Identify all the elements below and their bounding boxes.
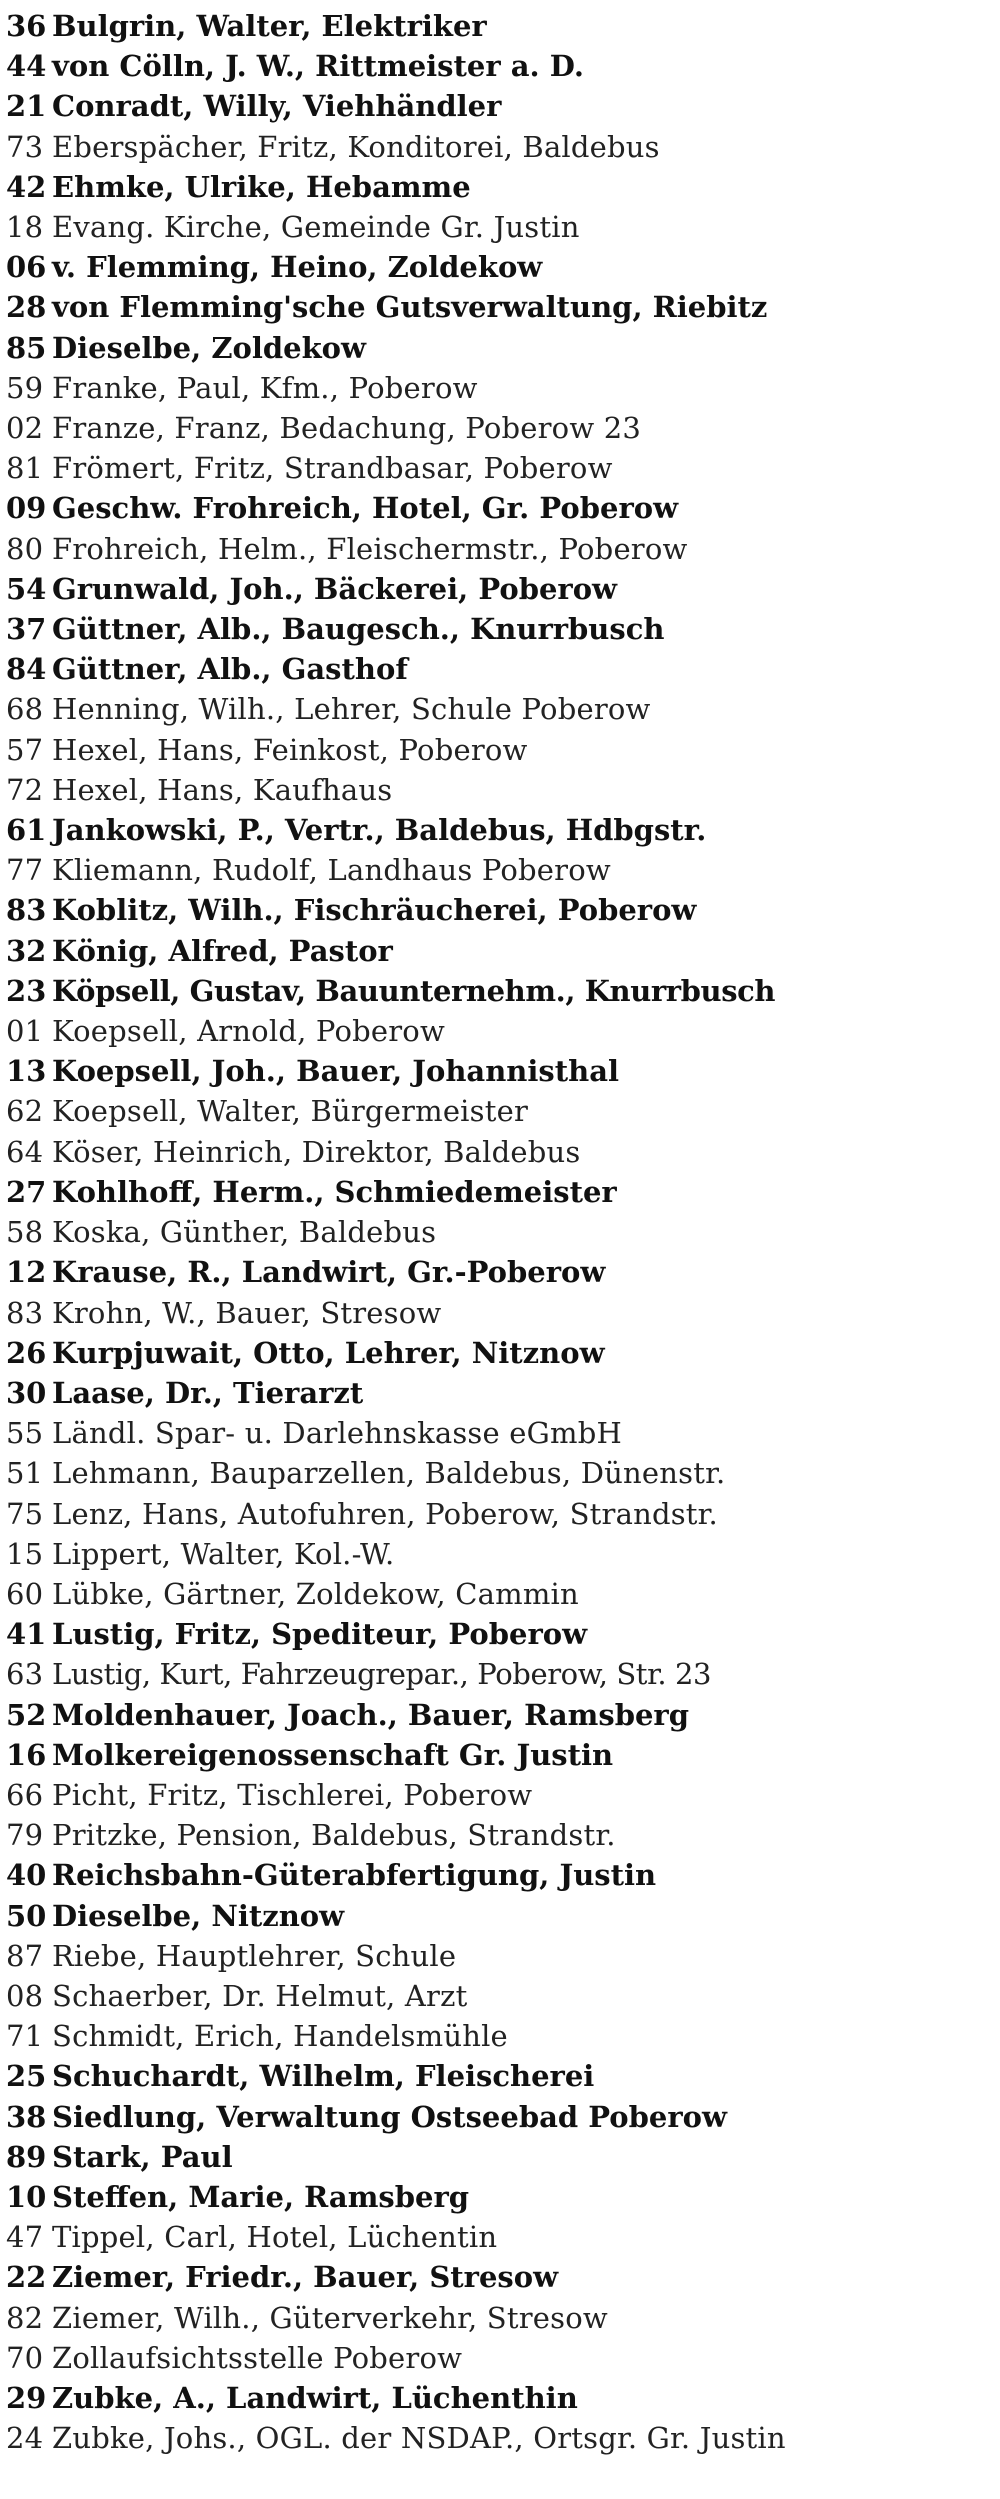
entry-text: Dieselbe, Nitznow — [52, 1898, 345, 1933]
entry-text: Lustig, Kurt, Fahrzeugrepar., Poberow, Str. 23 — [52, 1657, 712, 1692]
entry-number: 66 — [6, 1777, 44, 1812]
entry-number: 84 — [6, 652, 47, 687]
entry-number: 32 — [6, 933, 47, 968]
entry-number: 10 — [6, 2179, 47, 2214]
directory-entry — [6, 931, 996, 971]
entry-number: 30 — [6, 1375, 47, 1410]
entry-text: Laase, Dr., Tierarzt — [52, 1375, 364, 1410]
directory-entry — [6, 2378, 996, 2418]
entry-number: 41 — [6, 1617, 47, 1652]
entry-text: Jankowski, P., Vertr., Baldebus, Hdbgstr. — [52, 813, 707, 848]
entry-number: 55 — [6, 1416, 44, 1451]
directory-entry — [6, 1695, 996, 1735]
telephone-directory-list — [6, 6, 996, 2499]
directory-entry — [6, 810, 996, 850]
entry-text: Evang. Kirche, Gemeinde Gr. Justin — [52, 210, 580, 245]
entry-text: v. Flemming, Heino, Zoldekow — [52, 250, 543, 285]
directory-entry — [6, 488, 996, 528]
entry-text: Stark, Paul — [52, 2139, 233, 2174]
entry-number: 83 — [6, 1295, 44, 1330]
entry-number: 02 — [6, 411, 44, 446]
entry-text: Henning, Wilh., Lehrer, Schule Poberow — [52, 692, 651, 727]
directory-entry — [6, 649, 996, 689]
entry-number: 27 — [6, 1174, 47, 1209]
entry-text: Ehmke, Ulrike, Hebamme — [52, 169, 471, 204]
entry-number: 44 — [6, 49, 47, 84]
entry-text: Koepsell, Walter, Bürgermeister — [52, 1094, 529, 1129]
entry-number: 37 — [6, 612, 47, 647]
entry-number: 81 — [6, 451, 44, 486]
directory-entry — [6, 207, 996, 247]
directory-entry — [6, 1614, 996, 1654]
entry-text: Franze, Franz, Bedachung, Poberow 23 — [52, 411, 642, 446]
entry-number: 83 — [6, 893, 47, 928]
directory-entry — [6, 1976, 996, 2016]
entry-number: 38 — [6, 2099, 47, 2134]
entry-number: 26 — [6, 1335, 47, 1370]
directory-entry — [6, 1132, 996, 1172]
entry-text: Güttner, Alb., Baugesch., Knurrbusch — [52, 612, 665, 647]
entry-number: 06 — [6, 250, 47, 285]
entry-number: 64 — [6, 1134, 44, 1169]
entry-text: Dieselbe, Zoldekow — [52, 330, 366, 365]
entry-text: Lenz, Hans, Autofuhren, Poberow, Strandstr. — [52, 1496, 718, 1531]
entry-text: Schmidt, Erich, Handelsmühle — [52, 2019, 508, 2054]
entry-number: 40 — [6, 1858, 47, 1893]
entry-number: 08 — [6, 1978, 44, 2013]
entry-text: Ziemer, Friedr., Bauer, Stresow — [52, 2260, 559, 2295]
directory-entry — [6, 2097, 996, 2137]
entry-text: Koblitz, Wilh., Fischräucherei, Poberow — [52, 893, 697, 928]
entry-number: 72 — [6, 772, 44, 807]
directory-entry — [6, 1775, 996, 1815]
entry-number: 12 — [6, 1255, 47, 1290]
entry-text: Grunwald, Joh., Bäckerei, Poberow — [52, 571, 618, 606]
directory-entry — [6, 2137, 996, 2177]
entry-number: 15 — [6, 1536, 44, 1571]
entry-number: 63 — [6, 1657, 44, 1692]
entry-text: von Flemming'sche Gutsverwaltung, Riebitz — [52, 290, 768, 325]
entry-text: von Cölln, J. W., Rittmeister a. D. — [52, 49, 584, 84]
entry-number: 21 — [6, 89, 47, 124]
entry-number: 60 — [6, 1576, 44, 1611]
entry-text: Kohlhoff, Herm., Schmiedemeister — [52, 1174, 617, 1209]
directory-entry — [6, 1855, 996, 1895]
entry-text: Moldenhauer, Joach., Bauer, Ramsberg — [52, 1697, 689, 1732]
directory-entry — [6, 730, 996, 770]
entry-text: Kliemann, Rudolf, Landhaus Poberow — [52, 853, 611, 888]
directory-entry — [6, 368, 996, 408]
entry-number: 71 — [6, 2019, 44, 2054]
directory-entry — [6, 6, 996, 46]
entry-number: 16 — [6, 1737, 47, 1772]
directory-entry — [6, 2257, 996, 2297]
entry-number: 70 — [6, 2340, 44, 2375]
entry-number: 54 — [6, 571, 47, 606]
entry-number: 42 — [6, 169, 47, 204]
entry-number: 36 — [6, 9, 47, 43]
directory-entry — [6, 1413, 996, 1453]
entry-number: 47 — [6, 2220, 44, 2255]
directory-entry — [6, 1534, 996, 1574]
entry-text: Eberspächer, Fritz, Konditorei, Baldebus — [52, 129, 660, 164]
entry-number: 29 — [6, 2380, 47, 2415]
entry-text: Molkereigenossenschaft Gr. Justin — [52, 1737, 614, 1772]
directory-entry — [6, 1011, 996, 1051]
entry-text: Ländl. Spar- u. Darlehnskasse eGmbH — [52, 1416, 622, 1451]
entry-text: Bulgrin, Walter, Elektriker — [52, 9, 487, 43]
entry-text: Riebe, Hauptlehrer, Schule — [52, 1938, 457, 1973]
entry-text: Hexel, Hans, Feinkost, Poberow — [52, 732, 528, 767]
entry-number: 89 — [6, 2139, 47, 2174]
directory-entry — [6, 1815, 996, 1855]
directory-entry — [6, 850, 996, 890]
directory-entry — [6, 1936, 996, 1976]
entry-number: 51 — [6, 1456, 44, 1491]
directory-entry — [6, 609, 996, 649]
entry-number: 23 — [6, 973, 47, 1008]
entry-text: Frömert, Fritz, Strandbasar, Poberow — [52, 451, 613, 486]
directory-entry — [6, 287, 996, 327]
entry-number: 01 — [6, 1014, 44, 1049]
entry-number: 75 — [6, 1496, 44, 1531]
directory-entry — [6, 1373, 996, 1413]
entry-number: 57 — [6, 732, 44, 767]
entry-number: 18 — [6, 210, 44, 245]
entry-text: Siedlung, Verwaltung Ostseebad Poberow — [52, 2099, 727, 2134]
entry-number: 73 — [6, 129, 44, 164]
directory-entry — [6, 2298, 996, 2338]
directory-entry — [6, 2217, 996, 2257]
entry-number: 61 — [6, 813, 47, 848]
directory-entry — [6, 2418, 996, 2498]
directory-entry — [6, 1333, 996, 1373]
entry-text: Koska, Günther, Baldebus — [52, 1215, 437, 1250]
entry-text: Picht, Fritz, Tischlerei, Poberow — [52, 1777, 533, 1812]
entry-text: Zubke, A., Landwirt, Lüchenthin — [52, 2380, 578, 2415]
entry-number: 28 — [6, 290, 47, 325]
entry-text: Ziemer, Wilh., Güterverkehr, Stresow — [52, 2300, 608, 2335]
directory-entry — [6, 1494, 996, 1534]
entry-number: 52 — [6, 1697, 47, 1732]
entry-text: Pritzke, Pension, Baldebus, Strandstr. — [52, 1818, 616, 1853]
entry-text: Köser, Heinrich, Direktor, Baldebus — [52, 1134, 581, 1169]
entry-text: Lehmann, Bauparzellen, Baldebus, Dünenstr. — [52, 1456, 726, 1491]
entry-number: 25 — [6, 2059, 47, 2094]
directory-entry — [6, 46, 996, 86]
entry-number: 82 — [6, 2300, 44, 2335]
entry-number: 68 — [6, 692, 44, 727]
entry-text: Schuchardt, Wilhelm, Fleischerei — [52, 2059, 595, 2094]
entry-text: Lübke, Gärtner, Zoldekow, Cammin — [52, 1576, 579, 1611]
directory-entry — [6, 86, 996, 126]
directory-entry — [6, 127, 996, 167]
directory-entry — [6, 328, 996, 368]
entry-number: 24 — [6, 2421, 44, 2456]
directory-entry — [6, 448, 996, 488]
entry-text: Kurpjuwait, Otto, Lehrer, Nitznow — [52, 1335, 605, 1370]
entry-text: Conradt, Willy, Viehhändler — [52, 89, 502, 124]
entry-text: Lippert, Walter, Kol.-W. — [52, 1536, 395, 1571]
entry-text: Tippel, Carl, Hotel, Lüchentin — [52, 2220, 498, 2255]
entry-text: Krohn, W., Bauer, Stresow — [52, 1295, 442, 1330]
entry-text: Geschw. Frohreich, Hotel, Gr. Poberow — [52, 491, 679, 526]
directory-entry — [6, 247, 996, 287]
entry-number: 09 — [6, 491, 47, 526]
entry-number: 80 — [6, 531, 44, 566]
directory-entry — [6, 1091, 996, 1131]
directory-entry — [6, 1051, 996, 1091]
entry-number: 50 — [6, 1898, 47, 1933]
entry-number: 87 — [6, 1938, 44, 1973]
directory-entry — [6, 1453, 996, 1493]
entry-text: Zollaufsichtsstelle Poberow — [52, 2340, 463, 2375]
entry-text: Koepsell, Arnold, Poberow — [52, 1014, 445, 1049]
entry-number: 85 — [6, 330, 47, 365]
directory-entry — [6, 689, 996, 729]
directory-entry — [6, 1252, 996, 1292]
entry-number: 79 — [6, 1818, 44, 1853]
directory-entry — [6, 2177, 996, 2217]
directory-entry — [6, 1735, 996, 1775]
entry-text: Schaerber, Dr. Helmut, Arzt — [52, 1978, 468, 2013]
directory-entry — [6, 1212, 996, 1252]
directory-entry — [6, 2016, 996, 2056]
directory-entry — [6, 1654, 996, 1694]
directory-entry — [6, 770, 996, 810]
entry-text: Frohreich, Helm., Fleischermstr., Poberow — [52, 531, 688, 566]
directory-entry — [6, 1172, 996, 1212]
directory-entry — [6, 1574, 996, 1614]
directory-entry — [6, 529, 996, 569]
entry-number: 13 — [6, 1054, 47, 1089]
entry-number: 59 — [6, 370, 44, 405]
entry-text: König, Alfred, Pastor — [52, 933, 393, 968]
entry-number: 22 — [6, 2260, 47, 2295]
entry-text: Güttner, Alb., Gasthof — [52, 652, 408, 687]
directory-entry — [6, 1896, 996, 1936]
entry-number: 62 — [6, 1094, 44, 1129]
entry-text: Köpsell, Gustav, Bauunternehm., Knurrbusch — [52, 973, 776, 1008]
entry-number: 58 — [6, 1215, 44, 1250]
entry-text: Koepsell, Joh., Bauer, Johannisthal — [52, 1054, 620, 1089]
directory-entry — [6, 569, 996, 609]
directory-entry — [6, 167, 996, 207]
entry-text: Krause, R., Landwirt, Gr.-Poberow — [52, 1255, 606, 1290]
entry-text: Hexel, Hans, Kaufhaus — [52, 772, 393, 807]
entry-text: Franke, Paul, Kfm., Poberow — [52, 370, 478, 405]
directory-entry — [6, 2338, 996, 2378]
entry-text: Reichsbahn-Güterabfertigung, Justin — [52, 1858, 657, 1893]
directory-entry — [6, 2056, 996, 2096]
directory-entry — [6, 1293, 996, 1333]
entry-text: Zubke, Johs., OGL. der NSDAP., Ortsgr. Gr. Justin — [52, 2421, 786, 2456]
entry-text: Steffen, Marie, Ramsberg — [52, 2179, 470, 2214]
directory-entry — [6, 890, 996, 930]
directory-entry — [6, 408, 996, 448]
entry-text: Lustig, Fritz, Spediteur, Poberow — [52, 1617, 588, 1652]
entry-number: 77 — [6, 853, 44, 888]
directory-entry — [6, 971, 996, 1011]
